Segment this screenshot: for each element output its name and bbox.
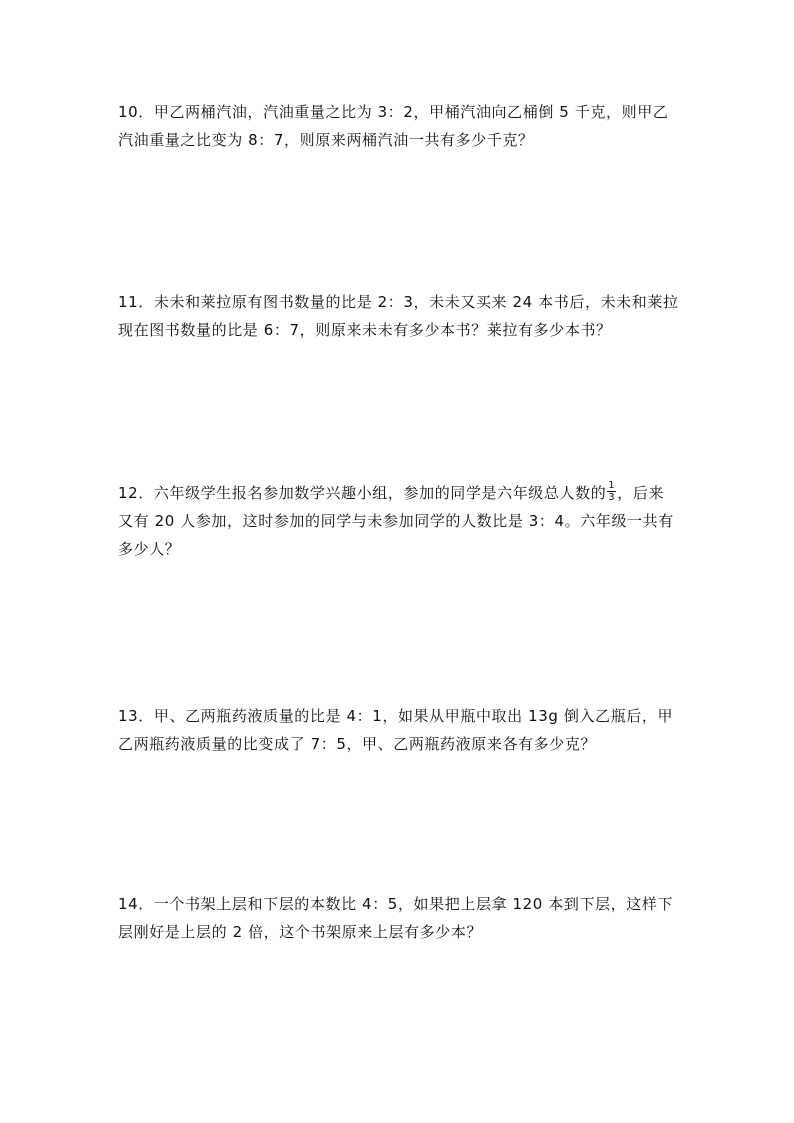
problem-10-line-2: 汽油重量之比变为 8：7，则原来两桶汽油一共有多少千克？ [118,131,534,149]
problem-14-line-2: 层刚好是上层的 2 倍，这个书架原来上层有多少本？ [118,923,483,941]
problem-11-line-2: 现在图书数量的比是 6：7，则原来未未有多少本书？莱拉有多少本书？ [118,321,612,339]
problem-12-line-1-tail: ，后来 [617,484,665,502]
problem-12-line-3: 多少人？ [118,540,181,558]
problem-13-line-1: 13．甲、乙两瓶药液质量的比是 4：1，如果从甲瓶中取出 13g 倒入乙瓶后，甲 [118,707,674,725]
problem-14-line-1: 14．一个书架上层和下层的本数比 4：5，如果把上层拿 120 本到下层，这样下 [118,895,674,913]
fraction-denominator: 3 [608,492,616,503]
problem-13 [118,702,684,758]
problem-11 [118,288,684,344]
problem-12-line-1-text: 12．六年级学生报名参加数学兴趣小组，参加的同学是六年级总人数的 [118,484,607,502]
problem-13-line-2: 乙两瓶药液质量的比变成了 7：5，甲、乙两瓶药液原来各有多少克？ [118,735,597,753]
fraction-numerator: 1 [608,480,616,491]
problem-12-line-2: 又有 20 人参加，这时参加的同学与未参加同学的人数比是 3：4。六年级一共有 [118,512,674,530]
problem-14 [118,890,684,946]
problem-11-line-1: 11．未未和莱拉原有图书数量的比是 2：3，未未又买来 24 本书后，未未和莱拉 [118,293,679,311]
fraction-one-third [607,480,616,503]
problem-10 [118,98,684,154]
problem-10-line-1: 10．甲乙两桶汽油，汽油重量之比为 3：2，甲桶汽油向乙桶倒 5 千克，则甲乙 [118,103,669,121]
problem-12 [118,479,684,563]
problem-12-line-1 [118,479,684,507]
